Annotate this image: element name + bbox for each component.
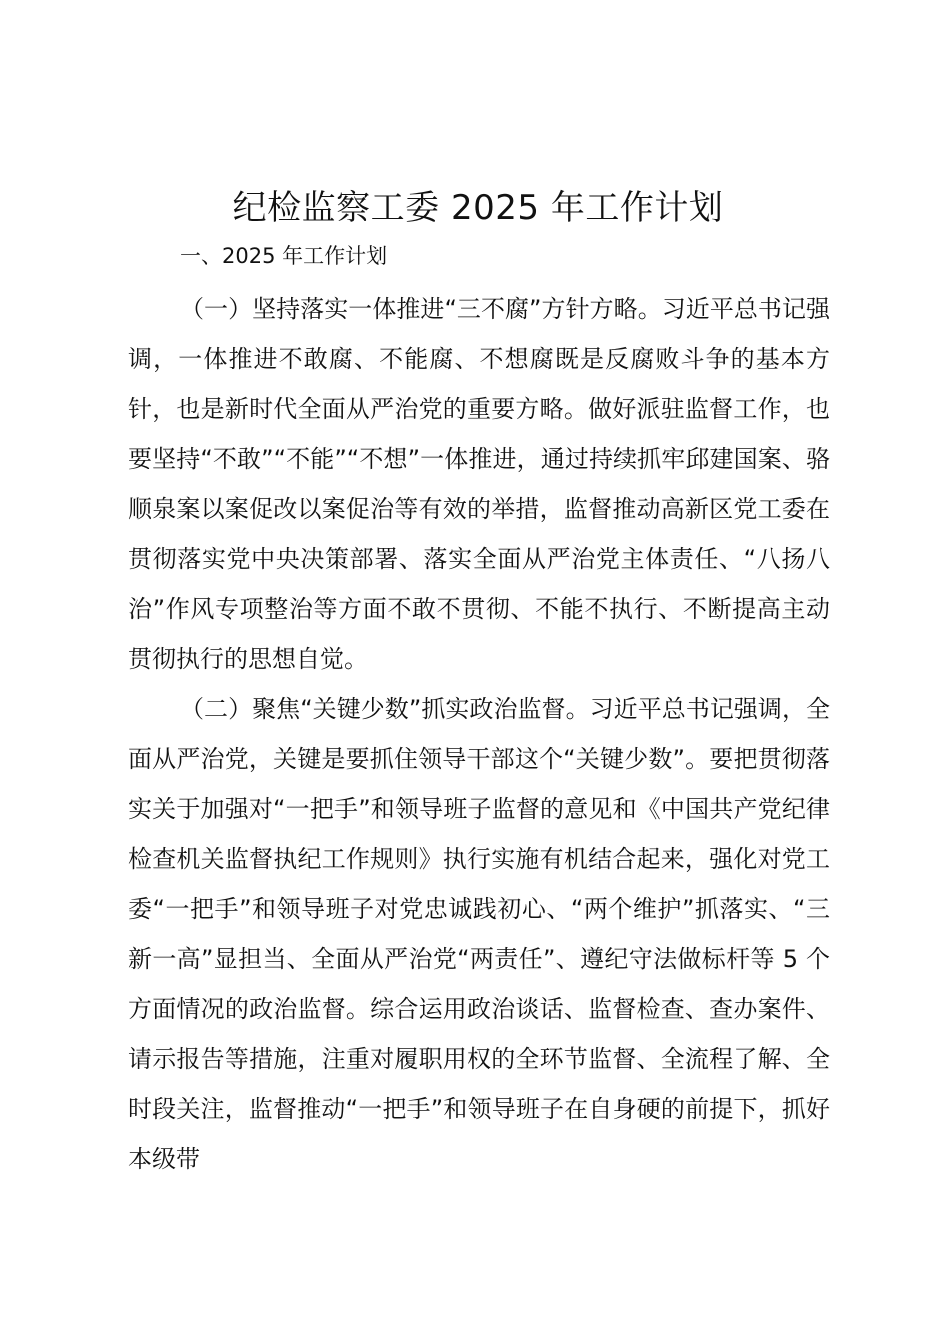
section-heading: 一、2025 年工作计划 — [180, 244, 388, 268]
document-body — [128, 284, 830, 1184]
document-title: 纪检监察工委 2025 年工作计划 — [232, 188, 724, 228]
paragraph-1: （一）坚持落实一体推进“三不腐”方针方略。习近平总书记强调，一体推进不敢腐、不能腐、不想腐既是反腐败斗争的基本方针，也是新时代全面从严治党的重要方略。做好派驻监督工作，也要坚持“不敢”“不能”“不想”一体推进，通过持续抓牢邱建国案、骆顺泉案以案促改以案促治等有效的举措，监督推动高新区党工委在贯彻落实党中央决策部署、落实全面从严治党主体责任、“八扬八治”作风专项整治等方面不敢不贯彻、不能不执行、不断提高主动贯彻执行的思想自觉。 — [128, 295, 830, 673]
paragraph-2: （二）聚焦“关键少数”抓实政治监督。习近平总书记强调，全面从严治党，关键是要抓住领导干部这个“关键少数”。要把贯彻落实关于加强对“一把手”和领导班子监督的意见和《中国共产党纪律检查机关监督执纪工作规则》执行实施有机结合起来，强化对党工委“一把手”和领导班子对党忠诚践初心、“两个维护”抓落实、“三新一高”显担当、全面从严治党“两责任”、遵纪守法做标杆等 5 个方面情况的政治监督。综合运用政治谈话、监督检查、查办案件、请示报告等措施，注重对履职用权的全环节监督、全流程了解、全时段关注，监督推动“一把手”和领导班子在自身硬的前提下，抓好本级带 — [128, 695, 830, 1173]
